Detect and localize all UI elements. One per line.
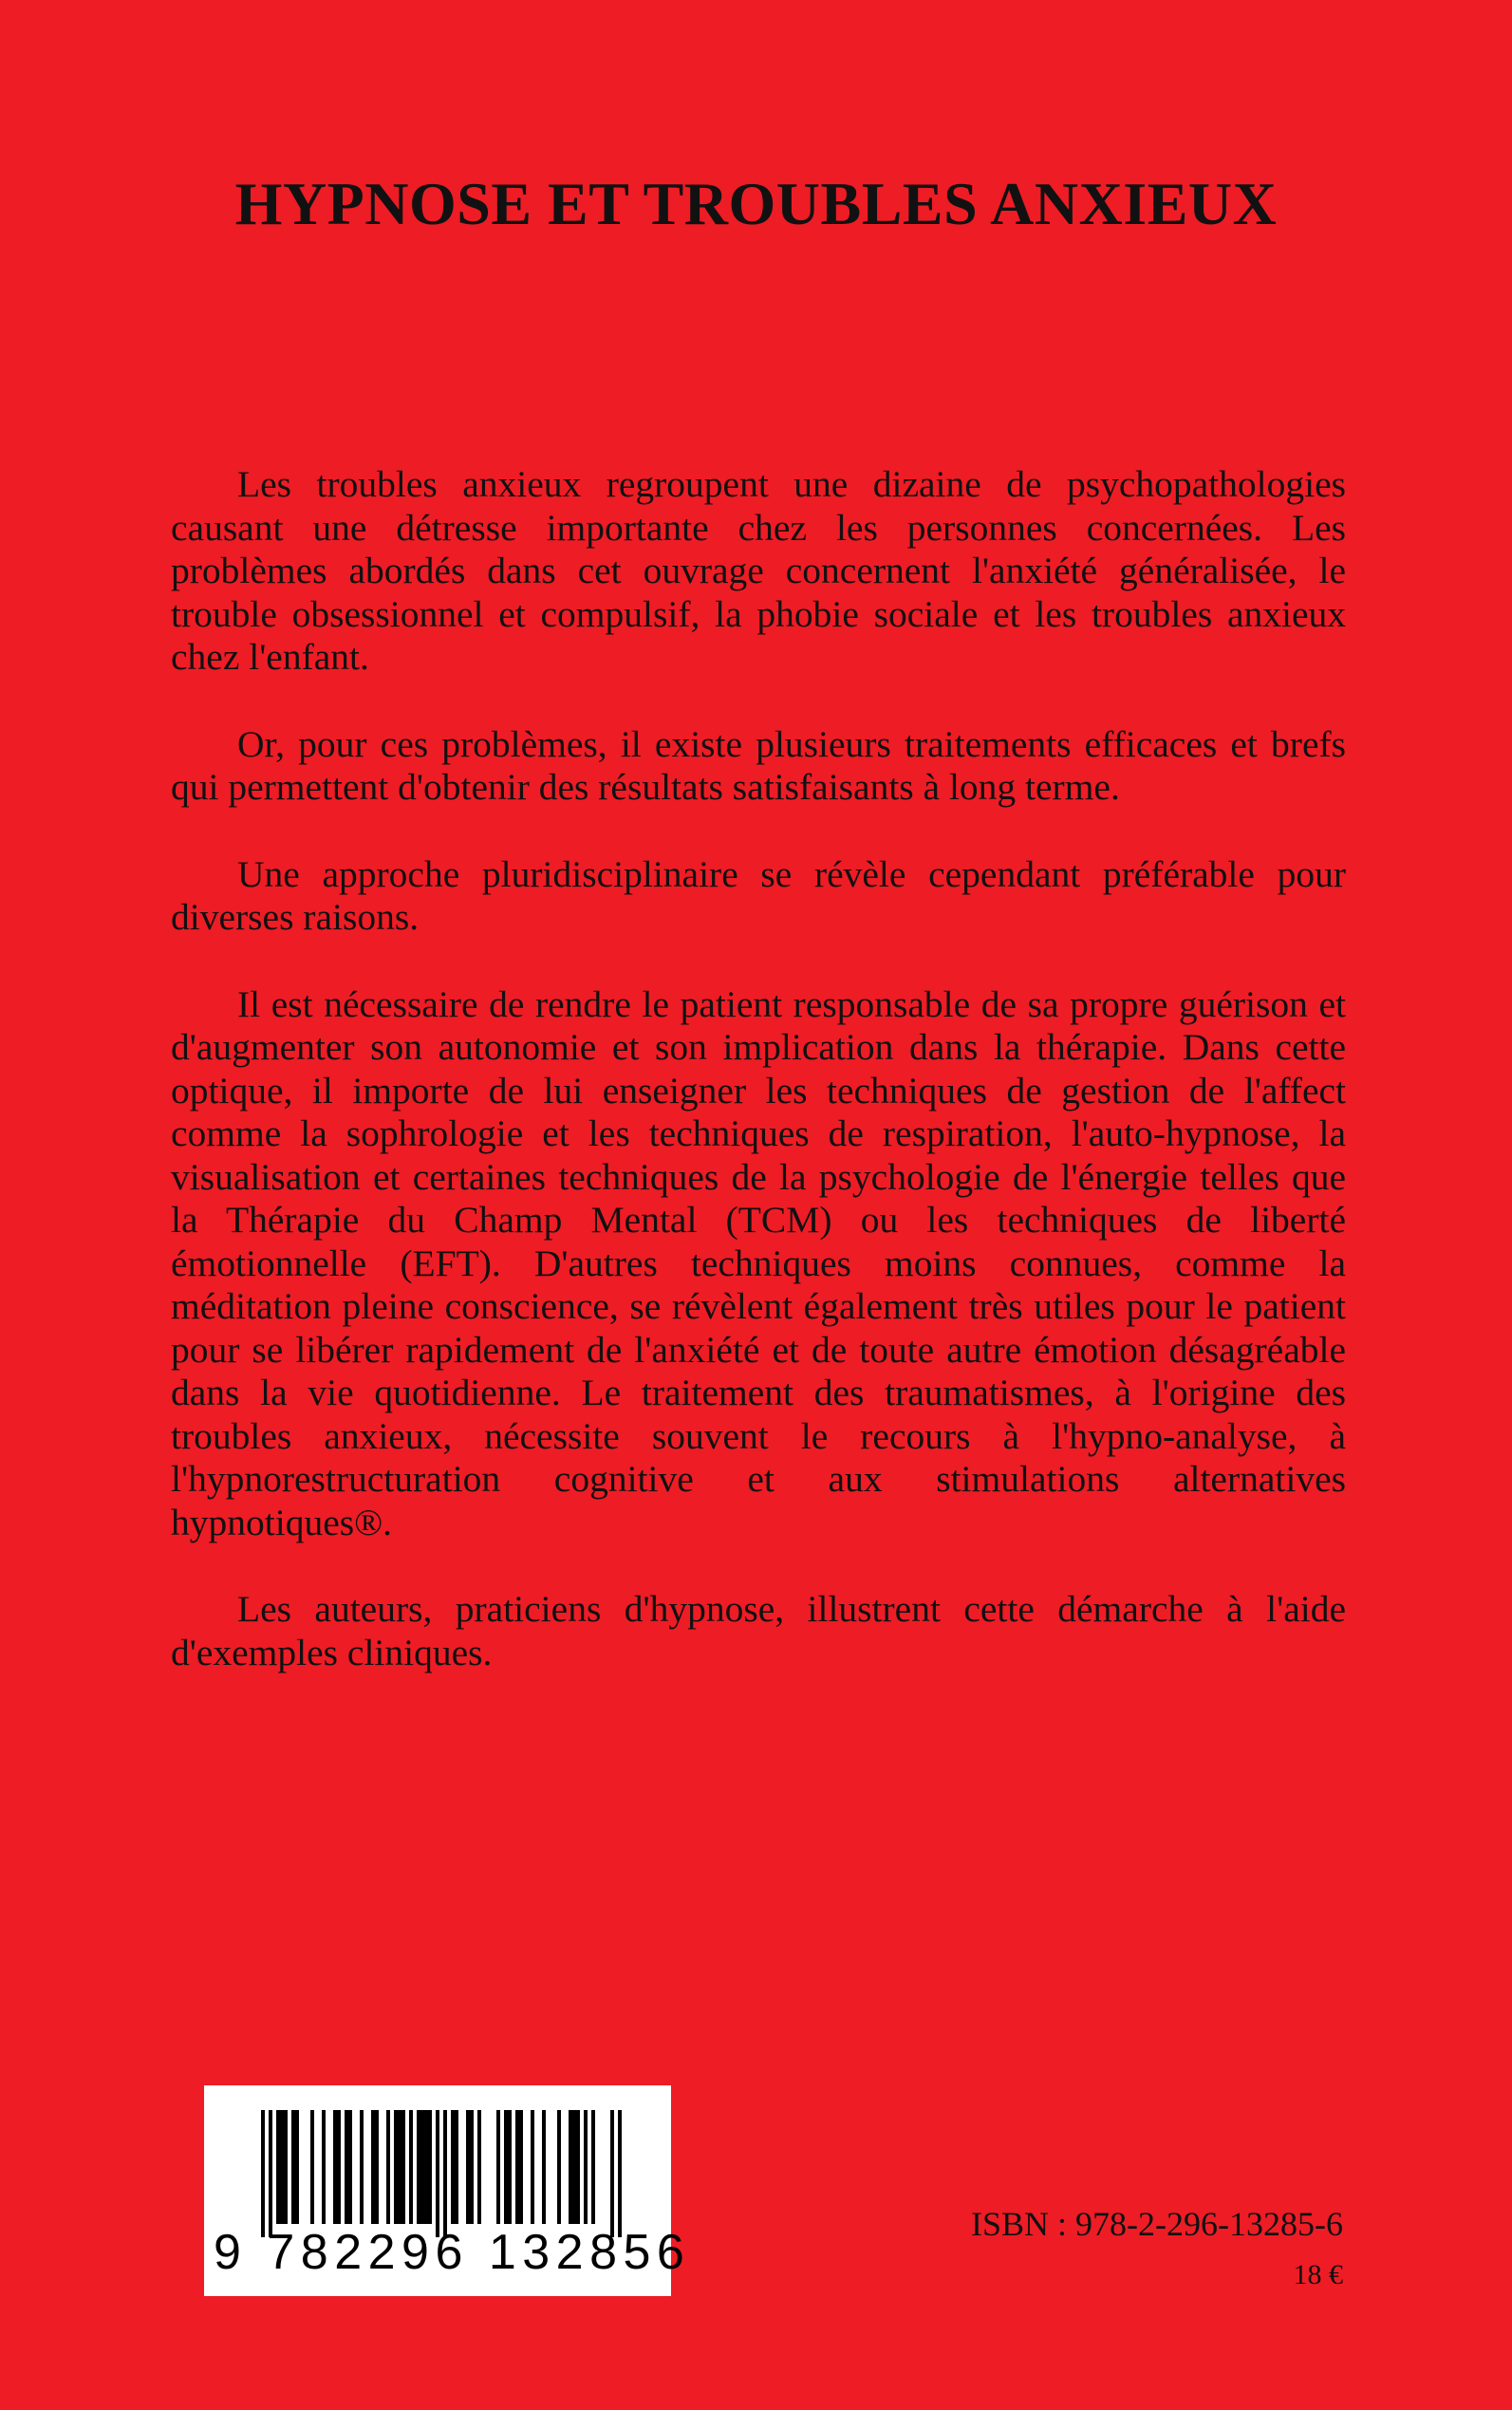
- barcode-bar: [291, 2110, 295, 2224]
- paragraph-approach: Une approche pluridisciplinaire se révèle cependant préférable pour diverses raisons.: [171, 852, 1346, 938]
- barcode-bar: [451, 2110, 455, 2224]
- barcode-bar: [508, 2110, 512, 2224]
- barcode-bar: [572, 2110, 576, 2224]
- barcode-bar: [276, 2110, 280, 2224]
- barcode-bar: [417, 2110, 420, 2224]
- paragraph-techniques: Il est nécessaire de rendre le patient responsable de sa propre guérison et d'augmenter son autonomie et son implication dans la thérapie. Dans cette optique, il importe de lui enseigner les techniques de gestion de l'affect comme la sophrologie et les techniques de respiration, l'auto-hypnose, la visualisation et certaines techniques de la psychologie de l'énergie telles que la Thérapie du Champ Mental (TCM) ou les techniques de liberté émotionnelle (EFT). D'autres techniques moins connues, comme la méditation pleine conscience, se révèlent également très utiles pour le patient pour se libérer rapidement de l'anxiété et de toute autre émotion désagréable dans la vie quotidienne. Le traitement des traumatismes, à l'origine des troubles anxieux, nécessite souvent le recours à l'hypno-analyse, à l'hypnorestructuration cognitive et aux stimulations alternatives hypnotiques®.: [171, 982, 1346, 1543]
- isbn-number: ISBN : 978-2-296-13285-6: [971, 2205, 1343, 2243]
- barcode-bar: [443, 2110, 447, 2237]
- barcode-bar: [398, 2110, 401, 2224]
- barcode-bar: [496, 2110, 500, 2224]
- paragraph-treatments: Or, pour ces problèmes, il existe plusieurs traitements efficaces et brefs qui permettent d'obtenir des résultats satisfaisants à long terme.: [171, 722, 1346, 808]
- barcode-bar: [337, 2110, 341, 2224]
- barcode-bar: [477, 2110, 481, 2224]
- barcode-bar: [348, 2110, 352, 2224]
- barcode-bar: [333, 2110, 337, 2224]
- barcode-bar: [284, 2110, 288, 2224]
- barcode-digits: 9 782296 132856: [214, 2225, 691, 2280]
- barcode-bar: [584, 2110, 588, 2224]
- barcode: [204, 2085, 691, 2296]
- barcode-bar: [428, 2110, 432, 2224]
- barcode-bar: [322, 2110, 326, 2224]
- barcode-bar: [569, 2110, 572, 2224]
- barcode-bar: [591, 2110, 595, 2224]
- barcode-bar: [424, 2110, 428, 2224]
- barcode-bar: [515, 2110, 519, 2224]
- barcode-bar: [360, 2110, 364, 2224]
- barcode-bar: [371, 2110, 375, 2224]
- barcode-bar: [519, 2110, 523, 2224]
- barcode-bar: [394, 2110, 398, 2224]
- barcode-bar: [504, 2110, 508, 2224]
- barcode-bar: [470, 2110, 474, 2224]
- barcode-bar: [576, 2110, 580, 2224]
- paragraph-authors: Les auteurs, praticiens d'hypnose, illustrent cette démarche à l'aide d'exemples cliniques.: [171, 1588, 1346, 1673]
- barcode-bar: [557, 2110, 561, 2224]
- barcode-bar: [375, 2110, 379, 2224]
- barcode-bar: [618, 2110, 622, 2237]
- barcode-bar: [401, 2110, 405, 2224]
- barcode-bar: [420, 2110, 424, 2224]
- barcode-bar: [531, 2110, 534, 2224]
- paragraph-intro: Les troubles anxieux regroupent une dizaine de psychopathologies causant une détresse importante chez les personnes concernées. Les problèmes abordés dans cet ouvrage concernent l'anxiété généralisée, le trouble obsessionnel et compulsif, la phobie sociale et les troubles anxieux chez l'enfant.: [171, 463, 1346, 678]
- barcode-bar: [466, 2110, 470, 2224]
- barcode-bar: [542, 2110, 546, 2224]
- price: 18 €: [1293, 2259, 1343, 2290]
- barcode-bar: [345, 2110, 348, 2224]
- barcode-bar: [455, 2110, 458, 2224]
- book-title: HYPNOSE ET TROUBLES ANXIEUX: [234, 170, 1278, 237]
- barcode-bar: [261, 2110, 265, 2237]
- barcode-bar: [295, 2110, 299, 2224]
- barcode-bar: [610, 2110, 614, 2237]
- barcode-bar: [436, 2110, 439, 2237]
- barcode-bar: [386, 2110, 390, 2224]
- barcode-bar: [409, 2110, 413, 2224]
- barcode-bar: [310, 2110, 314, 2224]
- back-cover-text: [171, 463, 1346, 1718]
- barcode-bar: [280, 2110, 284, 2224]
- barcode-bar: [269, 2110, 272, 2237]
